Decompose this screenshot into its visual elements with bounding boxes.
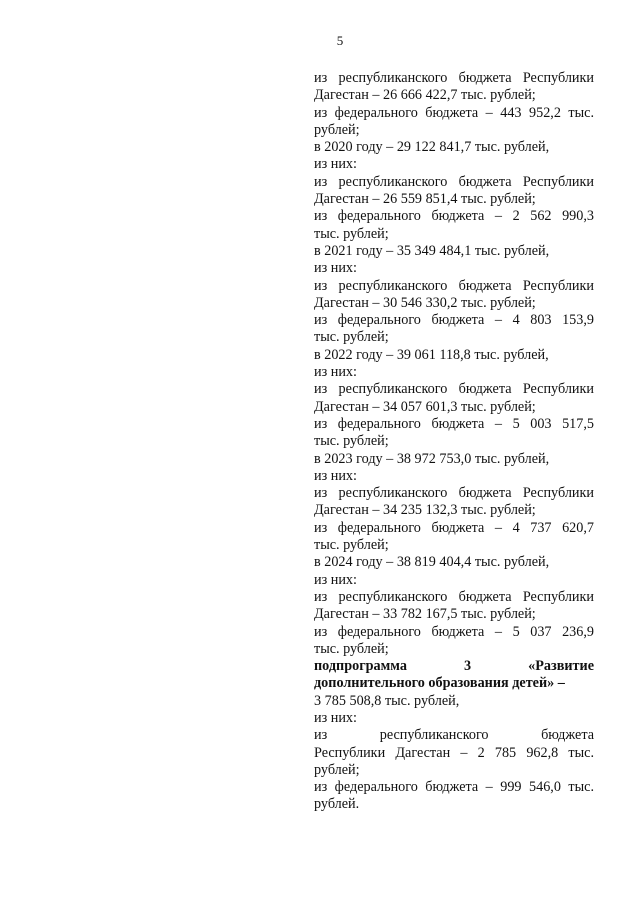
text-line: тыс. рублей; bbox=[314, 225, 389, 242]
text-line: тыс. рублей; bbox=[314, 433, 389, 450]
text-line: из республиканского бюджета Республики bbox=[314, 588, 594, 605]
text-line: тыс. рублей; bbox=[314, 329, 389, 346]
document-text-column bbox=[314, 70, 594, 814]
text-line: рублей. bbox=[314, 796, 360, 813]
text-line: Дагестан – 26 559 851,4 тыс. рублей; bbox=[314, 191, 536, 208]
page-number: 5 bbox=[336, 33, 344, 48]
text-line: 3 785 508,8 тыс. рублей, bbox=[314, 692, 460, 709]
text-line: Дагестан – 33 782 167,5 тыс. рублей; bbox=[314, 606, 536, 623]
text-line: в 2023 году – 38 972 753,0 тыс. рублей, bbox=[314, 450, 550, 467]
text-line: из республиканского бюджета Республики bbox=[314, 277, 594, 294]
text-line: из них: bbox=[314, 709, 357, 726]
text-line: из федерального бюджета – 5 037 236,9 bbox=[314, 623, 594, 640]
text-line: Дагестан – 34 057 601,3 тыс. рублей; bbox=[314, 398, 536, 415]
text-line: Дагестан – 30 546 330,2 тыс. рублей; bbox=[314, 294, 536, 311]
text-line: из федерального бюджета – 4 737 620,7 bbox=[314, 519, 594, 536]
text-line: из республиканского бюджета Республики bbox=[314, 485, 594, 502]
text-line: из федерального бюджета – 999 546,0 тыс. bbox=[314, 779, 594, 796]
text-line: из республиканского бюджета Республики bbox=[314, 70, 594, 86]
text-line: подпрограмма 3 «Развитие bbox=[314, 658, 594, 675]
text-line: из федерального бюджета – 443 952,2 тыс. bbox=[314, 104, 594, 121]
text-line: рублей; bbox=[314, 761, 360, 778]
text-line: из них: bbox=[314, 260, 357, 277]
text-line: из республиканского бюджета Республики bbox=[314, 381, 594, 398]
text-line: в 2021 году – 35 349 484,1 тыс. рублей, bbox=[314, 242, 550, 259]
text-line: из республиканского бюджета bbox=[314, 727, 594, 744]
text-line: тыс. рублей; bbox=[314, 537, 389, 554]
text-line: из них: bbox=[314, 364, 357, 381]
text-line: из федерального бюджета – 2 562 990,3 bbox=[314, 208, 594, 225]
text-line: из республиканского бюджета Республики bbox=[314, 173, 594, 190]
text-line: Дагестан – 34 235 132,3 тыс. рублей; bbox=[314, 502, 536, 519]
text-line: из них: bbox=[314, 571, 357, 588]
text-line: в 2024 году – 38 819 404,4 тыс. рублей, bbox=[314, 554, 550, 571]
text-line: Республики Дагестан – 2 785 962,8 тыс. bbox=[314, 744, 594, 761]
text-line: дополнительного образования детей» – bbox=[314, 675, 565, 692]
text-line: тыс. рублей; bbox=[314, 640, 389, 657]
text-line: из них: bbox=[314, 156, 357, 173]
text-line: из федерального бюджета – 4 803 153,9 bbox=[314, 312, 594, 329]
text-line: Дагестан – 26 666 422,7 тыс. рублей; bbox=[314, 87, 536, 104]
text-line: из федерального бюджета – 5 003 517,5 bbox=[314, 415, 594, 432]
text-line: из них: bbox=[314, 467, 357, 484]
text-line: в 2020 году – 29 122 841,7 тыс. рублей, bbox=[314, 139, 550, 156]
text-line: рублей; bbox=[314, 121, 360, 138]
text-line: в 2022 году – 39 061 118,8 тыс. рублей, bbox=[314, 346, 549, 363]
